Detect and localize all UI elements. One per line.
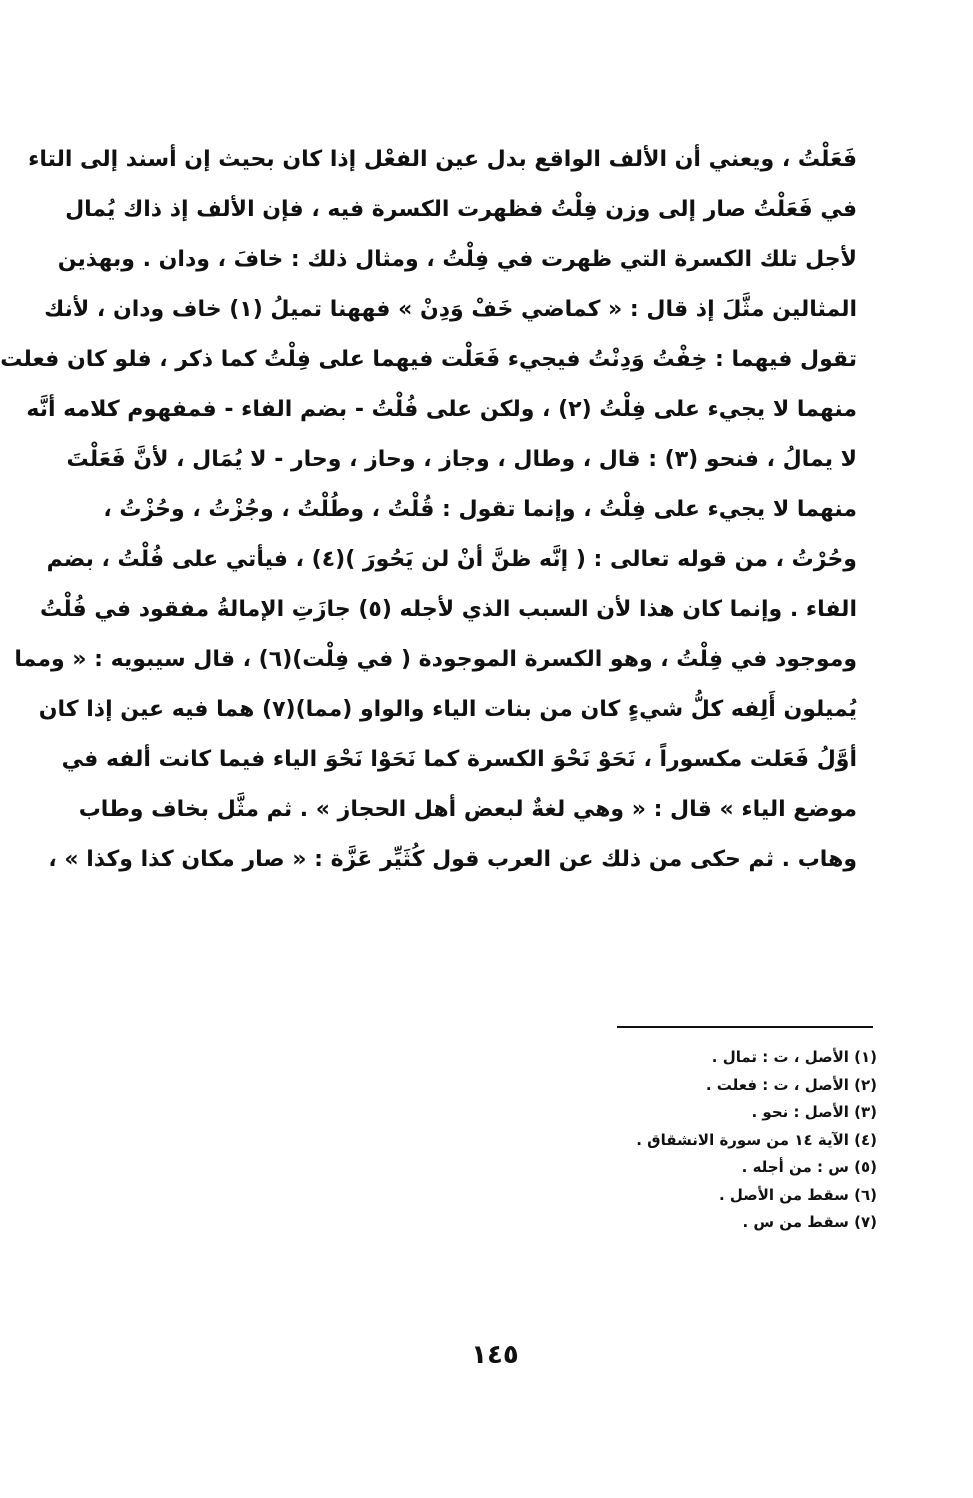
text-line: موضع الياء » قال : « وهي لغةٌ لبعض أهل الحجاز » . ثم مثَّل بخاف وطاب bbox=[78, 797, 857, 822]
footnote: (١) الأصل ، ت : تمال . bbox=[711, 1048, 877, 1066]
text-line: منهما لا يجيء على فِلْتُ ، وإنما تقول : قُلْتُ ، وطُلْتُ ، وجُزْتُ ، وحُزْتُ ، bbox=[103, 497, 857, 522]
text-line: في فَعَلْتُ صار إلى وزن فِلْتُ فظهرت الكسرة فيه ، فإن الألف إذ ذاك يُمال bbox=[65, 197, 857, 222]
page-number: ١٤٥ bbox=[471, 1340, 519, 1370]
text-line: منهما لا يجيء على فِلْتُ (٢) ، ولكن على فُلْتُ - بضم الفاء - فمفهوم كلامه أنَّه bbox=[26, 397, 857, 422]
text-line: وحُرْتُ ، من قوله تعالى : ( إنَّه ظنَّ أنْ لن يَحُورَ )(٤) ، فيأتي على فُلْتُ ، بضم bbox=[46, 547, 857, 572]
text-line: تقول فيهما : خِفْتُ وَدِنْتُ فيجيء فَعَلْت فيهما على فِلْتُ كما ذكر ، فلو كان فعلت bbox=[0, 347, 857, 372]
text-line: لا يمالُ ، فنحو (٣) : قال ، وطال ، وجاز ، وحاز ، وحار - لا يُمَال ، لأنَّ فَعَلْتَ bbox=[66, 447, 857, 472]
text-line: أوَّلُ فَعَلت مكسوراً ، نَحَوْ نَحْوَ الكسرة كما نَحَوْا نَحْوَ الياء فيما كانت ألفه في bbox=[61, 747, 857, 772]
text-line: وهاب . ثم حكى من ذلك عن العرب قول كُثَيِّر عَزَّة : « صار مكان كذا وكذا » ، bbox=[48, 847, 857, 872]
footnote: (٤) الآية ١٤ من سورة الانشقاق . bbox=[636, 1130, 877, 1149]
text-line: الفاء . وإنما كان هذا لأن السبب الذي لأجله (٥) جازَتِ الإمالةُ مفقود في فُلْتُ bbox=[40, 597, 857, 622]
text-line: لأجل تلك الكسرة التي ظهرت في فِلْتُ ، ومثال ذلك : خافَ ، ودان . وبهذين bbox=[57, 247, 857, 272]
text-line: وموجود في فِلْتُ ، وهو الكسرة الموجودة ( في فِلْت)(٦) ، قال سيبويه : « ومما bbox=[14, 647, 857, 672]
main-text-block bbox=[0, 135, 857, 885]
text-line: المثالين مثَّلَ إذ قال : « كماضي خَفْ وَدِنْ » فههنا تميلُ (١) خاف ودان ، لأنك bbox=[44, 297, 857, 322]
footnote: (٣) الأصل : نحو . bbox=[751, 1103, 877, 1121]
footnote: (٢) الأصل ، ت : فعلت . bbox=[705, 1075, 877, 1094]
footnote: (٧) سقط من س . bbox=[742, 1213, 877, 1231]
footnote: (٦) سقط من الأصل . bbox=[718, 1185, 877, 1204]
footnote-separator bbox=[617, 1026, 873, 1028]
footnote: (٥) س : من أجله . bbox=[741, 1158, 877, 1176]
footnotes-block bbox=[477, 1044, 877, 1237]
text-line: فَعَلْتُ ، ويعني أن الألف الواقع بدل عين الفعْل إذا كان بحيث إن أسند إلى التاء bbox=[28, 147, 857, 172]
text-line: يُميلون أَلِفه كلُّ شيءٍ كان من بنات الياء والواو (مما)(٧) هما فيه عين إذا كان bbox=[38, 697, 857, 722]
